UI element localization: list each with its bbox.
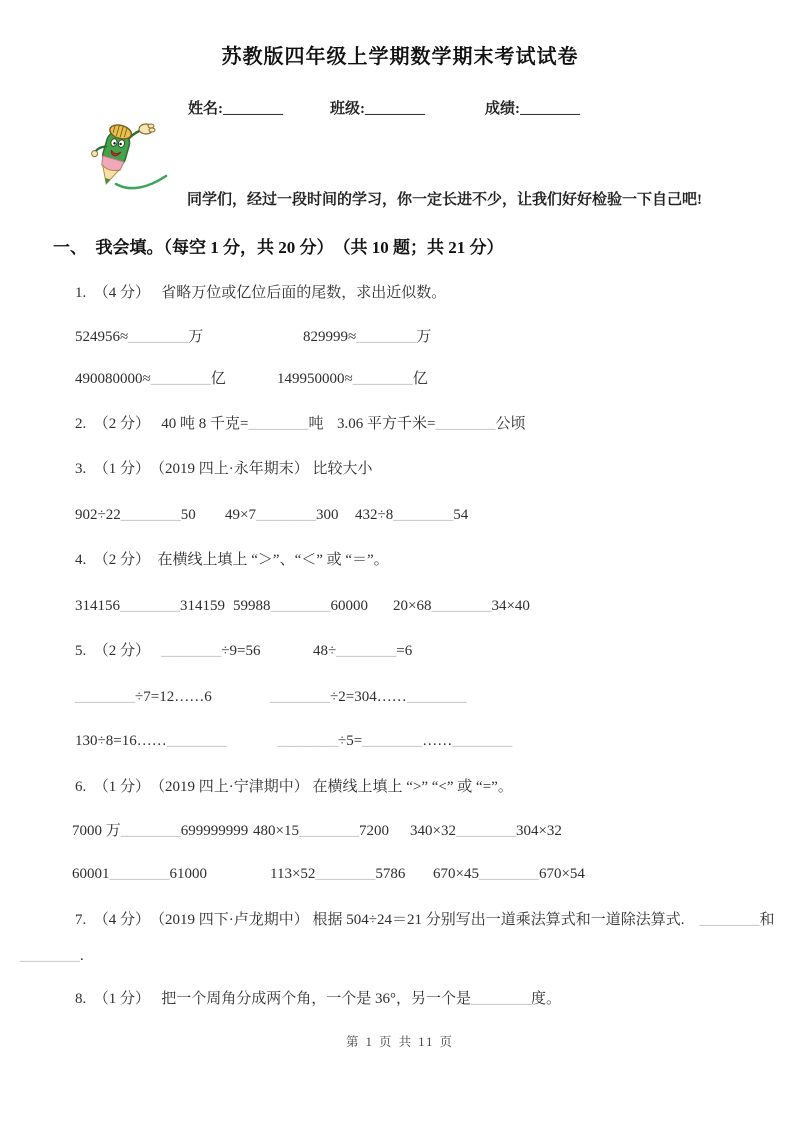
q3-row1-item1: 902÷22________50: [75, 507, 196, 523]
q6-row1-item1: 7000 万________699999999: [72, 823, 249, 839]
q3-row1-item3: 432÷8________54: [355, 507, 469, 523]
q1-row1-item2: 829999≈________万: [303, 329, 432, 345]
q5-stem: 5. （2 分） ________÷9=56: [75, 643, 261, 659]
name-field: 姓名:________: [188, 101, 283, 117]
q6-row1-item2: 480×15________7200: [253, 823, 389, 839]
q6-stem: 6. （1 分） （2019 四上·宁津期中） 在横线上填上 “>” “<” 或 “=”。: [75, 779, 513, 795]
q5-row2-item1: ________÷7=12……6: [75, 689, 212, 705]
q6-row1-item3: 340×32________304×32: [410, 823, 562, 839]
q1-row1-item1: 524956≈________万: [75, 329, 204, 345]
q5-row3-item1: 130÷8=16……________: [75, 733, 227, 749]
q6-row2-item2: 113×52________5786: [270, 866, 406, 882]
q4-stem: 4. （2 分） 在横线上填上 “＞”、“＜” 或 “＝”。: [75, 552, 389, 568]
q3-row1-item2: 49×7________300: [225, 507, 339, 523]
score-field: 成绩:________: [485, 101, 580, 117]
greeting-text: 同学们，经过一段时间的学习，你一定长进不少，让我们好好检验一下自己吧!: [187, 192, 702, 208]
exam-title: 苏教版四年级上学期数学期末考试试卷: [221, 46, 579, 68]
q2-stem: 2. （2 分） 40 吨 8 千克=________吨: [75, 416, 324, 432]
q8-stem: 8. （1 分） 把一个周角分成两个角，一个是 36°，另一个是________度。: [75, 991, 562, 1007]
q4-row1-item1: 314156________314159: [75, 598, 225, 614]
q4-row1-item2: 59988________60000: [233, 598, 368, 614]
q3-stem: 3. （1 分） （2019 四上·永年期末） 比较大小: [75, 461, 373, 477]
q1-row2-item2: 149950000≈________亿: [277, 371, 428, 387]
q6-row2-item3: 670×45________670×54: [433, 866, 585, 882]
section1-heading: 一、 我会填。（每空 1 分，共 20 分） （共 10 题；共 21 分）: [53, 238, 504, 257]
pencil-mascot-icon: [86, 121, 170, 193]
q6-row2-item1: 60001________61000: [72, 866, 207, 882]
class-field: 班级:________: [330, 101, 425, 117]
page-number-footer: 第 1 页 共 11 页: [346, 1035, 454, 1049]
q7-line1: 7. （4 分） （2019 四下·卢龙期中） 根据 504÷24＝21 分别写出一道乘法算式和一道除法算式. ________和: [75, 912, 775, 928]
q4-row1-item3: 20×68________34×40: [393, 598, 530, 614]
q5-row3-item2: ________÷5=________……________: [278, 733, 513, 749]
q5-row1-item2: 48÷________=6: [313, 643, 413, 659]
q1-row2-item1: 490080000≈________亿: [75, 371, 226, 387]
q5-row2-item2: ________÷2=304……________: [270, 689, 467, 705]
q1-stem: 1. （4 分） 省略万位或亿位后面的尾数，求出近似数。: [75, 285, 447, 301]
q2-item2: 3.06 平方千米=________公顷: [337, 416, 526, 432]
q7-line2: ________.: [20, 948, 84, 964]
